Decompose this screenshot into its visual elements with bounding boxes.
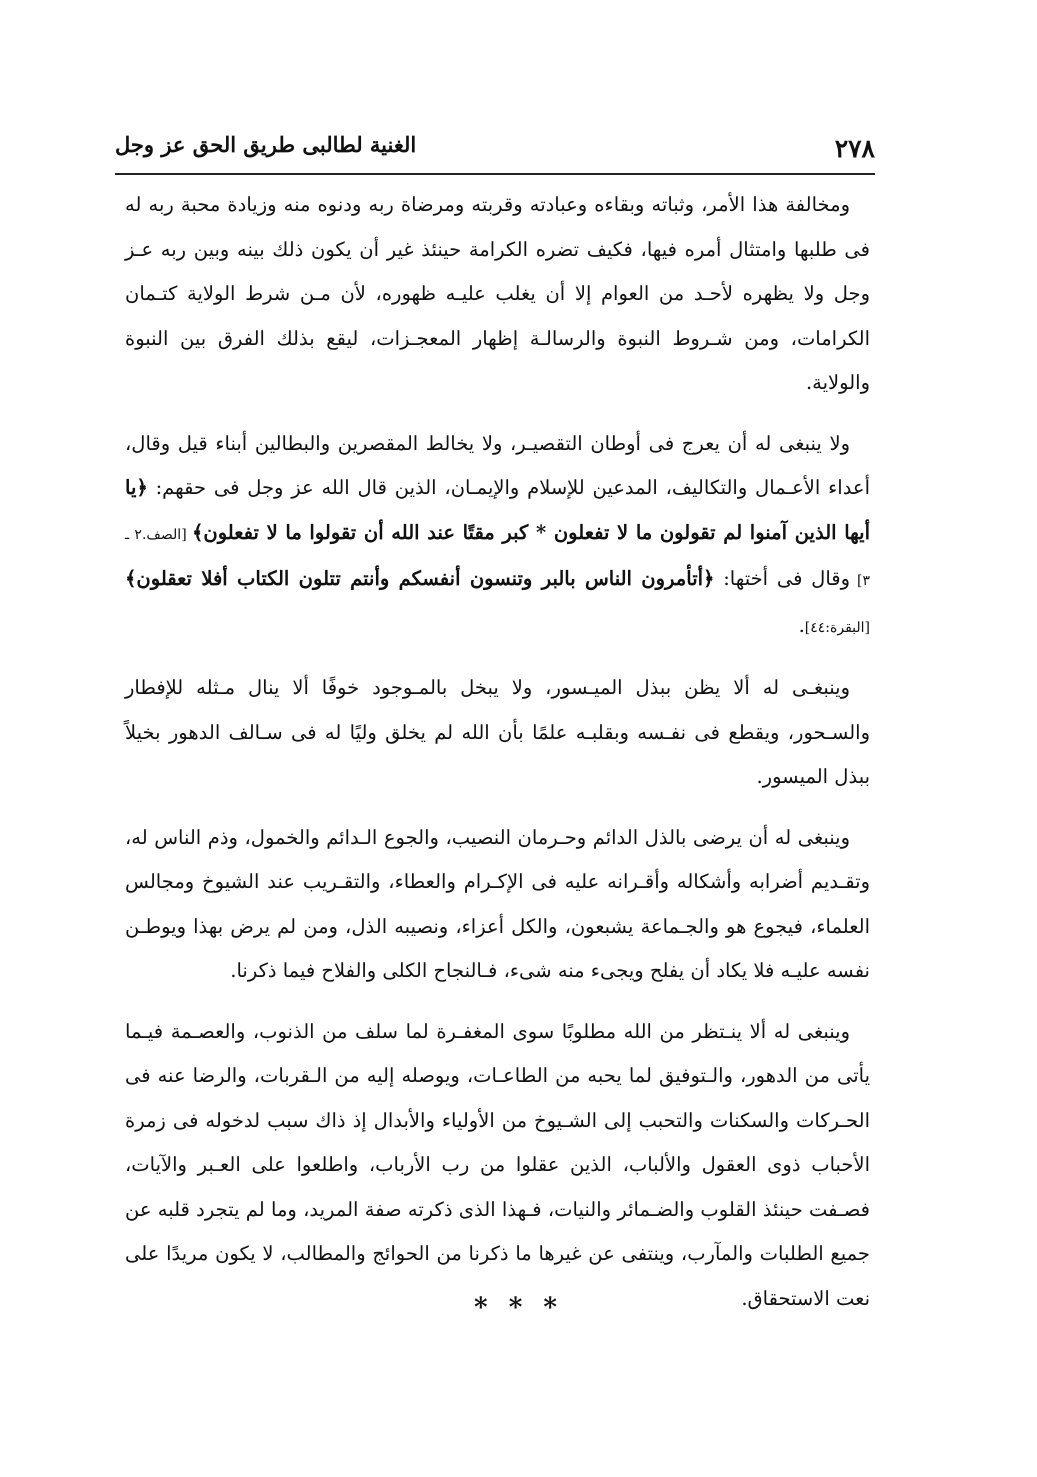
paragraph-2-intro: ولا ينبغى له أن يعرج فى أوطان التقصيـر، ولا يخالط المقصرين والبطالين أبناء قيل وقال، أعداء الأعـمال والتكاليف، المدعين للإسلام والإيمـان، الذين قال الله عز وجل فى حقهم: xyxy=(125,431,870,499)
paragraph-2-end: . xyxy=(798,613,805,637)
book-title: الغنية لطالبى طريق الحق عز وجل xyxy=(115,132,417,157)
header-divider xyxy=(115,173,875,175)
page-number: ٢٧٨ xyxy=(834,134,875,163)
page-body xyxy=(125,183,870,1337)
quran-verse-1: ﴿يا أيها الذين آمنوا لم تقولون ما لا تفعلون * كبر مقتًا عند الله أن تقولوا ما لا تفعلون﴾ xyxy=(125,476,870,544)
paragraph-3: وينبغـى له ألا يظن ببذل الميـسور، ولا يبخل بالمـوجود خوفًا ألا ينال مـثله للإفطار والسـحور، ويقطع فى نفـسه وبقلبـه علمًا بأن الله لم يخلق وليًا له فى سـالف الدهور بخيلاً ببذل الميسور. xyxy=(125,676,870,788)
verse-reference-2: [البقرة:٤٤] xyxy=(804,619,870,636)
section-separator: * * * xyxy=(474,1293,563,1323)
paragraph-5: وينبغى له ألا ينـتظر من الله مطلوبًا سوى المغفـرة لما سلف من الذنوب، والعصـمة فيـما يأتى من الدهور، والـتوفيق لما يحبه من الطاعـات، ويوصله إليه من الـقربات، والرضا عنه فى الحـركات والسكنات والتحبب إلى الشـيوخ من الأولياء والأبدال إذ ذاك سبب لدخوله فى زمرة الأحباب ذوى العقول والألباب، الذين عقلوا من رب الأرباب، واطلعوا على العـبر والآيات، فصـفت حينئذ القلوب والضـمائر والنيات، فـهذا الذى ذكرته صفة المريد، وما لم يتجرد قلبه عن جميع الطلبات والمآرب، وينتفى عن غيرها ما ذكرنا من الحوائج والمطالب، لا يكون مريدًا على نعت الاستحقاق. xyxy=(125,1019,870,1310)
page-header xyxy=(115,128,875,168)
paragraph-2 xyxy=(125,422,870,651)
paragraph-1: ومخالفة هذا الأمر، وثباته وبقاءه وعبادته وقربته ومرضاة ربه ودنوه منه وزيادة محبة ربه له فى طلبها وامتثال أمره فيها، فكيف تضره الكرامة حينئذ غير أن يكون ذلك بينه وبين ربه عـز وجل ولا يظهره لأحـد من العوام إلا أن يغلب عليـه ظهوره، لأن مـن شرط الولاية كتـمان الكرامات، ومن شـروط النبوة والرسالـة إظهار المعجـزات، ليقع بذلك الفرق بين النبوة والولاية. xyxy=(125,193,870,394)
verse-reference-1: [الصف.٢ ـ ٣] xyxy=(125,526,870,589)
quran-verse-2: ﴿أتأمرون الناس بالبر وتنسون أنفسكم وأنتم تتلون الكتاب أفلا تعقلون﴾ xyxy=(125,567,715,590)
paragraph-2-middle: وقال فى أختها: xyxy=(714,567,850,590)
paragraph-4: وينبغى له أن يرضى بالذل الدائم وحـرمان النصيب، والجوع الـدائم والخمول، وذم الناس له، وتقـديم أضرابه وأشكاله وأقـرانه عليه فى الإكـرام والعطاء، والتقـريب عند الشيوخ ومجالس العلماء، فيجوع هو والجـماعة يشبعون، والكل أعزاء، ونصيبه الذل، ومن لم يرض بهذا ويوطـن نفسه عليـه فلا يكاد أن يفلح ويجىء منه شىء، فـالنجاح الكلى والفلاح فيما ذكرنا. xyxy=(125,825,870,982)
